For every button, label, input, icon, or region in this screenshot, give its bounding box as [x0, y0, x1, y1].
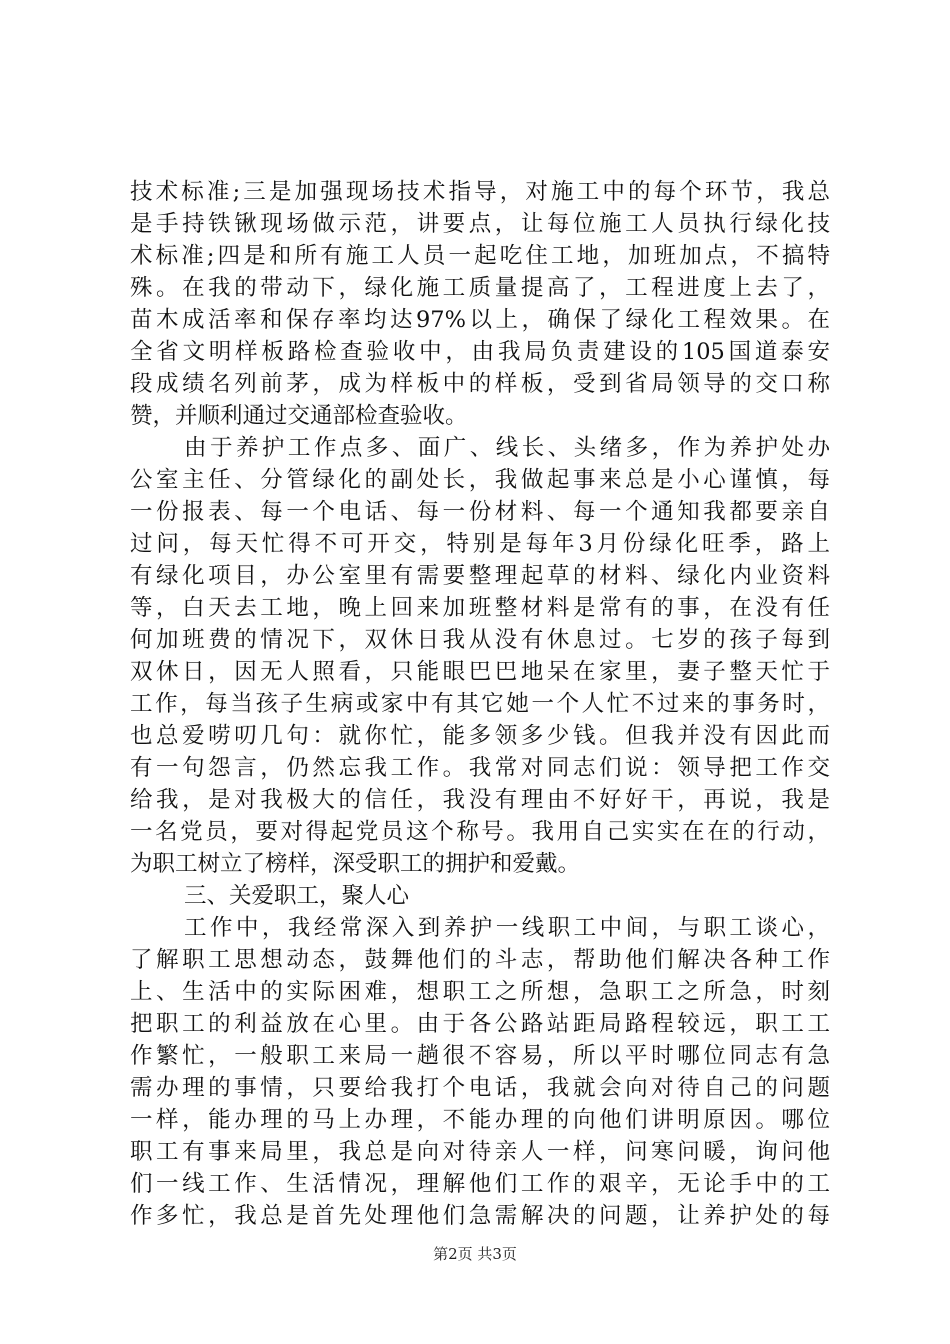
- section-heading: 三、关爱职工，聚人心: [184, 883, 410, 909]
- text-line: 过问，每天忙得不可开交，特别是每年3月份绿化旺季，路上: [130, 531, 830, 557]
- text-line: 等，白天去工地，晚上回来加班整材料是常有的事，在没有任: [130, 595, 830, 621]
- text-line: 一样，能办理的马上办理，不能办理的向他们讲明原因。哪位: [130, 1107, 830, 1133]
- text-line: 也总爱唠叨几句：就你忙，能多领多少钱。但我并没有因此而: [130, 723, 830, 749]
- text-line: 有绿化项目，办公室里有需要整理起草的材料、绿化内业资料: [130, 563, 830, 589]
- text-line: 有一句怨言，仍然忘我工作。我常对同志们说：领导把工作交: [130, 755, 830, 781]
- text-line: 公室主任、分管绿化的副处长，我做起事来总是小心谨慎，每: [130, 467, 830, 493]
- page-footer: [0, 1244, 950, 1264]
- text-line: 苗木成活率和保存率均达97%以上，确保了绿化工程效果。在: [130, 307, 830, 333]
- text-line: 双休日，因无人照看，只能眼巴巴地呆在家里，妻子整天忙于: [130, 659, 830, 685]
- text-line: 职工有事来局里，我总是向对待亲人一样，问寒问暖，询问他: [130, 1139, 830, 1165]
- text-line: 段成绩名列前茅，成为样板中的样板，受到省局领导的交口称: [130, 371, 830, 397]
- text-line: 殊。在我的带动下，绿化施工质量提高了，工程进度上去了，: [130, 275, 830, 301]
- text-line: 工作，每当孩子生病或家中有其它她一个人忙不过来的事务时，: [130, 691, 830, 717]
- text-line: 们一线工作、生活情况，理解他们工作的艰辛，无论手中的工: [130, 1171, 830, 1197]
- text-line: 作繁忙，一般职工来局一趟很不容易，所以平时哪位同志有急: [130, 1043, 830, 1069]
- text-line: 上、生活中的实际困难，想职工之所想，急职工之所急，时刻: [130, 979, 830, 1005]
- page-number-label: 第2页 共3页: [433, 1245, 517, 1263]
- paragraph-start-line: 工作中，我经常深入到养护一线职工中间，与职工谈心，: [184, 915, 830, 941]
- text-line: 了解职工思想动态，鼓舞他们的斗志，帮助他们解决各种工作: [130, 947, 830, 973]
- text-line: 何加班费的情况下，双休日我从没有休息过。七岁的孩子每到: [130, 627, 830, 653]
- text-line: 术标准;四是和所有施工人员一起吃住工地，加班加点，不搞特: [130, 243, 830, 269]
- text-line: 一名党员，要对得起党员这个称号。我用自己实实在在的行动，: [130, 819, 830, 845]
- text-line: 需办理的事情，只要给我打个电话，我就会向对待自己的问题: [130, 1075, 830, 1101]
- document-body: [130, 176, 830, 1232]
- paragraph-start-line: 由于养护工作点多、面广、线长、头绪多，作为养护处办: [184, 435, 830, 461]
- text-line: 给我，是对我极大的信任，我没有理由不好好干，再说，我是: [130, 787, 830, 813]
- text-line: 赞，并顺利通过交通部检查验收。: [130, 403, 468, 429]
- text-line: 一份报表、每一个电话、每一份材料、每一个通知我都要亲自: [130, 499, 830, 525]
- text-line: 把职工的利益放在心里。由于各公路站距局路程较远，职工工: [130, 1011, 830, 1037]
- text-line: 全省文明样板路检查验收中，由我局负责建设的105国道泰安: [130, 339, 830, 365]
- text-line: 作多忙，我总是首先处理他们急需解决的问题，让养护处的每: [130, 1203, 830, 1229]
- text-line: 为职工树立了榜样，深受职工的拥护和爱戴。: [130, 851, 581, 877]
- text-line: 技术标准;三是加强现场技术指导，对施工中的每个环节，我总: [130, 179, 830, 205]
- text-line: 是手持铁锹现场做示范，讲要点，让每位施工人员执行绿化技: [130, 211, 830, 237]
